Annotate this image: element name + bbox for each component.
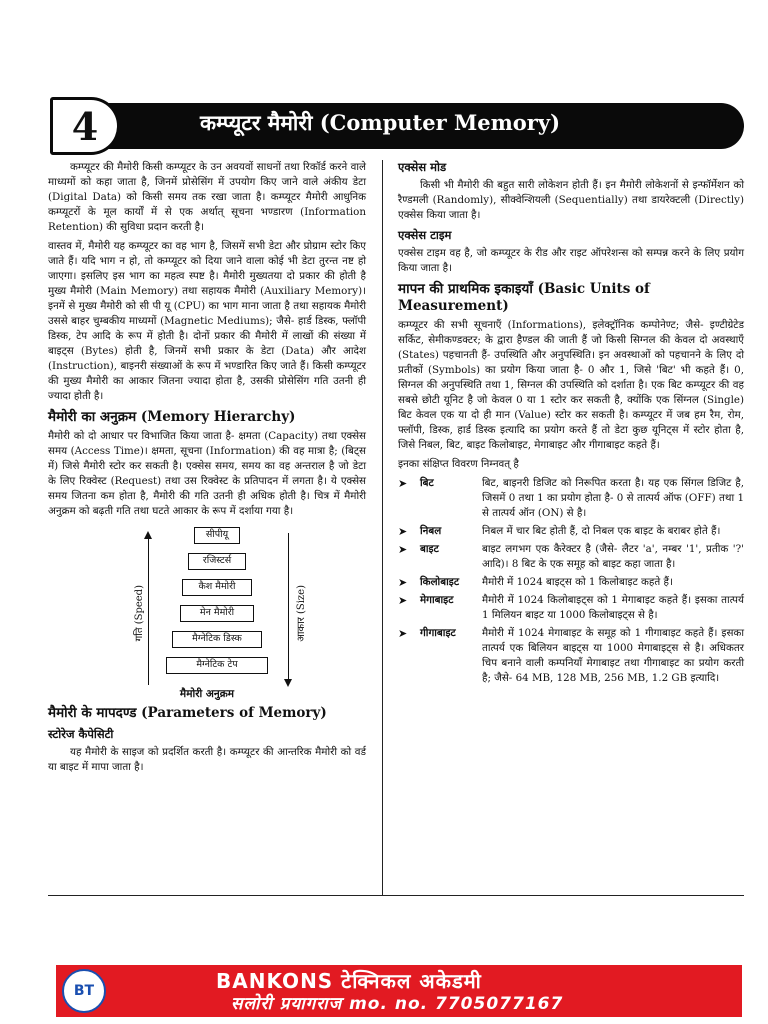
access-mode-paragraph: किसी भी मैमोरी की बहुत सारी लोकेशन होती हैं। इन मैमोरी लोकेशनों से इन्फॉर्मेशन को रैण्डमली (Randomly), सीक्वेन्शियली (Sequentially) तथा डायरेक्टली (Directly) एक्सेस किया जाता है। xyxy=(398,179,744,221)
unit-item xyxy=(398,593,744,623)
unit-description: बिट, बाइनरी डिजिट को निरूपित करता है। यह एक सिंगल डिजिट है, जिसमें 0 तथा 1 का प्रयोग होता है- 0 से तात्पर्य ऑफ (OFF) तथा 1 से तात्पर्य ऑन (ON) से है। xyxy=(482,477,744,519)
units-intro: इनका संक्षिप्त विवरण निम्नवत् है xyxy=(398,458,519,470)
unit-description: मैमोरी में 1024 बाइट्स को 1 किलोबाइट कहते हैं। xyxy=(482,576,673,588)
unit-term: किलोबाइट xyxy=(420,576,460,588)
unit-description: मैमोरी में 1024 किलोबाइट्स को 1 मेगाबाइट कहते हैं। इसका तात्पर्य 1 मिलियन बाइट या 1000 किलोबाइट्स से है। xyxy=(482,594,744,621)
bottom-rule xyxy=(48,895,744,896)
level-magnetic-disk: मैग्नेटिक डिस्क xyxy=(172,631,262,648)
academy-logo-icon: BT xyxy=(62,969,106,1013)
arrow-bullet-icon: ➤ xyxy=(398,627,408,640)
unit-item xyxy=(398,626,744,686)
size-arrow-icon xyxy=(288,533,289,685)
access-mode-heading: एक्सेस मोड xyxy=(398,160,447,174)
memory-hierarchy-diagram xyxy=(48,525,366,700)
storage-capacity-heading: स्टोरेज कैपेसिटी xyxy=(48,727,114,741)
banner-academy-name: BANKONS टेक्निकल अकेडमी xyxy=(216,969,482,993)
access-time-paragraph: एक्सेस टाइम वह है, जो कम्प्यूटर के रीड और राइट ऑपरेशन्स को सम्पन्न करने के लिए प्रयोग किया जाता है। xyxy=(398,247,744,274)
chapter-number: 4 xyxy=(71,103,99,149)
unit-item xyxy=(398,524,744,539)
chapter-header xyxy=(50,97,744,155)
footer-banner xyxy=(56,965,742,1017)
chapter-title: कम्प्यूटर मैमोरी (Computer Memory) xyxy=(200,110,561,135)
basic-units-paragraph: कम्प्यूटर की सभी सूचनाएँ (Informations), इलेक्ट्रॉनिक कम्पोनेण्ट; जैसे- इण्टीग्रेटेड सर्किट, सेमीकण्डक्टर; के द्वारा हैण्डल की जाती हैं जो किसी सिग्नल की केवल दो अवस्थाएँ (States) पहचानती हैं- उपस्थिति और अनुपस्थिति। इन अवस्थाओं को पहचानने के लिए दो प्रतीकों (Symbols) का प्रयोग किया जाता है- 0 और 1, जिसे 'बिट' भी कहते हैं। 0, सिग्नल की अनुपस्थिति तथा 1, सिग्नल की उपस्थिति को दर्शाता है। एक बिट कम्प्यूटर की वह सबसे छोटी यूनिट है जो केवल 0 या 1 स्टोर कर सकती है, क्योंकि एक सिंग्नल (Single) बिट केवल एक या दो ही मान (Value) स्टोर कर सकती है। कम्प्यूटर में जब हम रैम, रोम, फ्लॉपी, डिस्क, हार्ड डिस्क इत्यादि का प्रयोग करते हैं तो डेटा कुछ यूनिट्स में स्टोर होता है, जिसे निबल, बिट, बाइट किलोबाइट, मेगाबाइट और गीगाबाइट कहते हैं। xyxy=(398,319,744,451)
intro-paragraph-1: कम्प्यूटर की मैमोरी किसी कम्प्यूटर के उन अवयवों साधनों तथा रिकॉर्ड करने वाले माध्यमों को कहा जाता है, जिनमें प्रोसेसिंग में उपयोग किए जाने वाले अंकीय डेटा (Digital Data) को किसी समय तक रखा जाता है। कम्प्यूटर मैमोरी आधुनिक कम्प्यूटरों के मूल कार्यों में से एक अर्थात् सूचना भण्डारण (Information Retention) की सुविधा प्रदान करती है। xyxy=(48,161,366,233)
unit-description: मैमोरी में 1024 मेगाबाइट के समूह को 1 गीगाबाइट कहते हैं। इसका तात्पर्य एक बिलियन बाइट्स या 1000 मेगाबाइट्स से है। अधिकतर चिप बनाने वाली कम्पनियाँ मेगाबाइट तथा गीगाबाइट का प्रयोग करती है; जैसे- 64 MB, 128 MB, 256 MB, 1.2 GB इत्यादि। xyxy=(482,627,744,684)
arrow-bullet-icon: ➤ xyxy=(398,543,408,556)
right-column xyxy=(398,160,744,689)
storage-capacity-paragraph: यह मैमोरी के साइज को प्रदर्शित करती है। कम्प्यूटर की आन्तरिक मैमोरी को वर्ड या बाइट में मापा जाता है। xyxy=(48,746,366,773)
level-cache-memory: कैश मैमोरी xyxy=(182,579,252,596)
unit-term: बिट xyxy=(420,477,434,489)
size-label: आकार (Size) xyxy=(296,585,307,642)
column-divider xyxy=(382,160,383,895)
arrow-bullet-icon: ➤ xyxy=(398,525,408,538)
parameters-heading: मैमोरी के मापदण्ड (Parameters of Memory) xyxy=(48,705,327,721)
level-registers: रजिस्टर्स xyxy=(188,553,246,570)
unit-item xyxy=(398,476,744,521)
left-column xyxy=(48,160,366,779)
access-time-heading: एक्सेस टाइम xyxy=(398,228,452,242)
unit-term: मेगाबाइट xyxy=(420,594,454,606)
chapter-number-badge xyxy=(50,97,120,155)
diagram-caption: मैमोरी अनुक्रम xyxy=(179,688,235,700)
unit-description: बाइट लगभग एक कैरेक्टर है (जैसे- लैटर 'a', नम्बर '1', प्रतीक '?' आदि)। 8 बिट के एक समूह को बाइट कहा जाता है। xyxy=(482,543,744,570)
level-main-memory: मेन मैमोरी xyxy=(180,605,254,622)
unit-term: निबल xyxy=(420,525,442,537)
unit-term: गीगाबाइट xyxy=(420,627,456,639)
unit-description: निबल में चार बिट होती हैं, दो निबल एक बाइट के बराबर होते हैं। xyxy=(482,525,721,537)
level-magnetic-tape: मैग्नेटिक टेप xyxy=(166,657,268,674)
banner-contact: सलोरी प्रयागराज mo. no. 7705077167 xyxy=(231,994,564,1014)
unit-item xyxy=(398,542,744,572)
speed-arrow-icon xyxy=(148,533,149,685)
intro-paragraph-2: वास्तव में, मैमोरी यह कम्प्यूटर का वह भाग है, जिसमें सभी डेटा और प्रोग्राम स्टोर किए जाते हैं। यदि भाग न हो, तो कम्प्यूटर को दिया जाने वाला कोई भी डेटा तुरन्त नष्ट हो जाएगा। इसलिए इस भाग का महत्व स्पष्ट है। मैमोरी मुख्यतया दो प्रकार की होती है मुख्य मैमोरी (Main Memory) तथा सहायक मैमोरी (Auxiliary Memory)। इनमें से मुख्य मैमोरी को सी पी यू (CPU) का भाग माना जाता है तथा सहायक मैमोरी उससे बाहर चुम्बकीय माध्यमों (Magnetic Mediums); जैसे- हार्ड डिस्क, फ्लॉपी डिस्क, टेप आदि के रूप में होती है। दोनों प्रकार की मैमोरी में लाखों की संख्या में बाइट्स (Bytes) होती है, जिनमें सभी प्रकार के डेटा (Data) और आदेश (Instruction), बाइनरी संख्याओं के रूप में भण्डारित किए जाते हैं। किसी कम्प्यूटर की मुख्य मैमोरी का आकार जितना ज्यादा होता है, उसकी प्रोसेसिंग गति उतनी ही ज्यादा होती है। xyxy=(48,240,366,402)
speed-label: गति (Speed) xyxy=(134,585,145,642)
basic-units-heading: मापन की प्राथमिक इकाइयाँ (Basic Units of Measurement) xyxy=(398,281,650,314)
arrow-bullet-icon: ➤ xyxy=(398,576,408,589)
level-cpu: सीपीयू xyxy=(194,527,240,544)
unit-item xyxy=(398,575,744,590)
memory-hierarchy-paragraph: मैमोरी को दो आधार पर विभाजित किया जाता है- क्षमता (Capacity) तथा एक्सेस समय (Access Time)। क्षमता, सूचना (Information) की वह मात्रा है; (बिट्स में) जिसे मैमोरी स्टोर कर सकती है। एक्सेस समय, समय का वह अन्तराल है जो डेटा के लिए रिक्वेस्ट (Request) तथा उस रिक्वेस्ट के प्रतिपादन में लगता है। ये एक्सेस समय जितना कम होता है, मैमोरी की गति उतनी ही अधिक होती है। चित्र में मैमोरी अनुक्रम को बढ़ती गति तथा घटते आकार के रूप में दर्शाया गया है। xyxy=(48,430,366,517)
arrow-bullet-icon: ➤ xyxy=(398,594,408,607)
memory-hierarchy-heading: मैमोरी का अनुक्रम (Memory Hierarchy) xyxy=(48,409,296,425)
arrow-bullet-icon: ➤ xyxy=(398,477,408,490)
unit-term: बाइट xyxy=(420,543,439,555)
